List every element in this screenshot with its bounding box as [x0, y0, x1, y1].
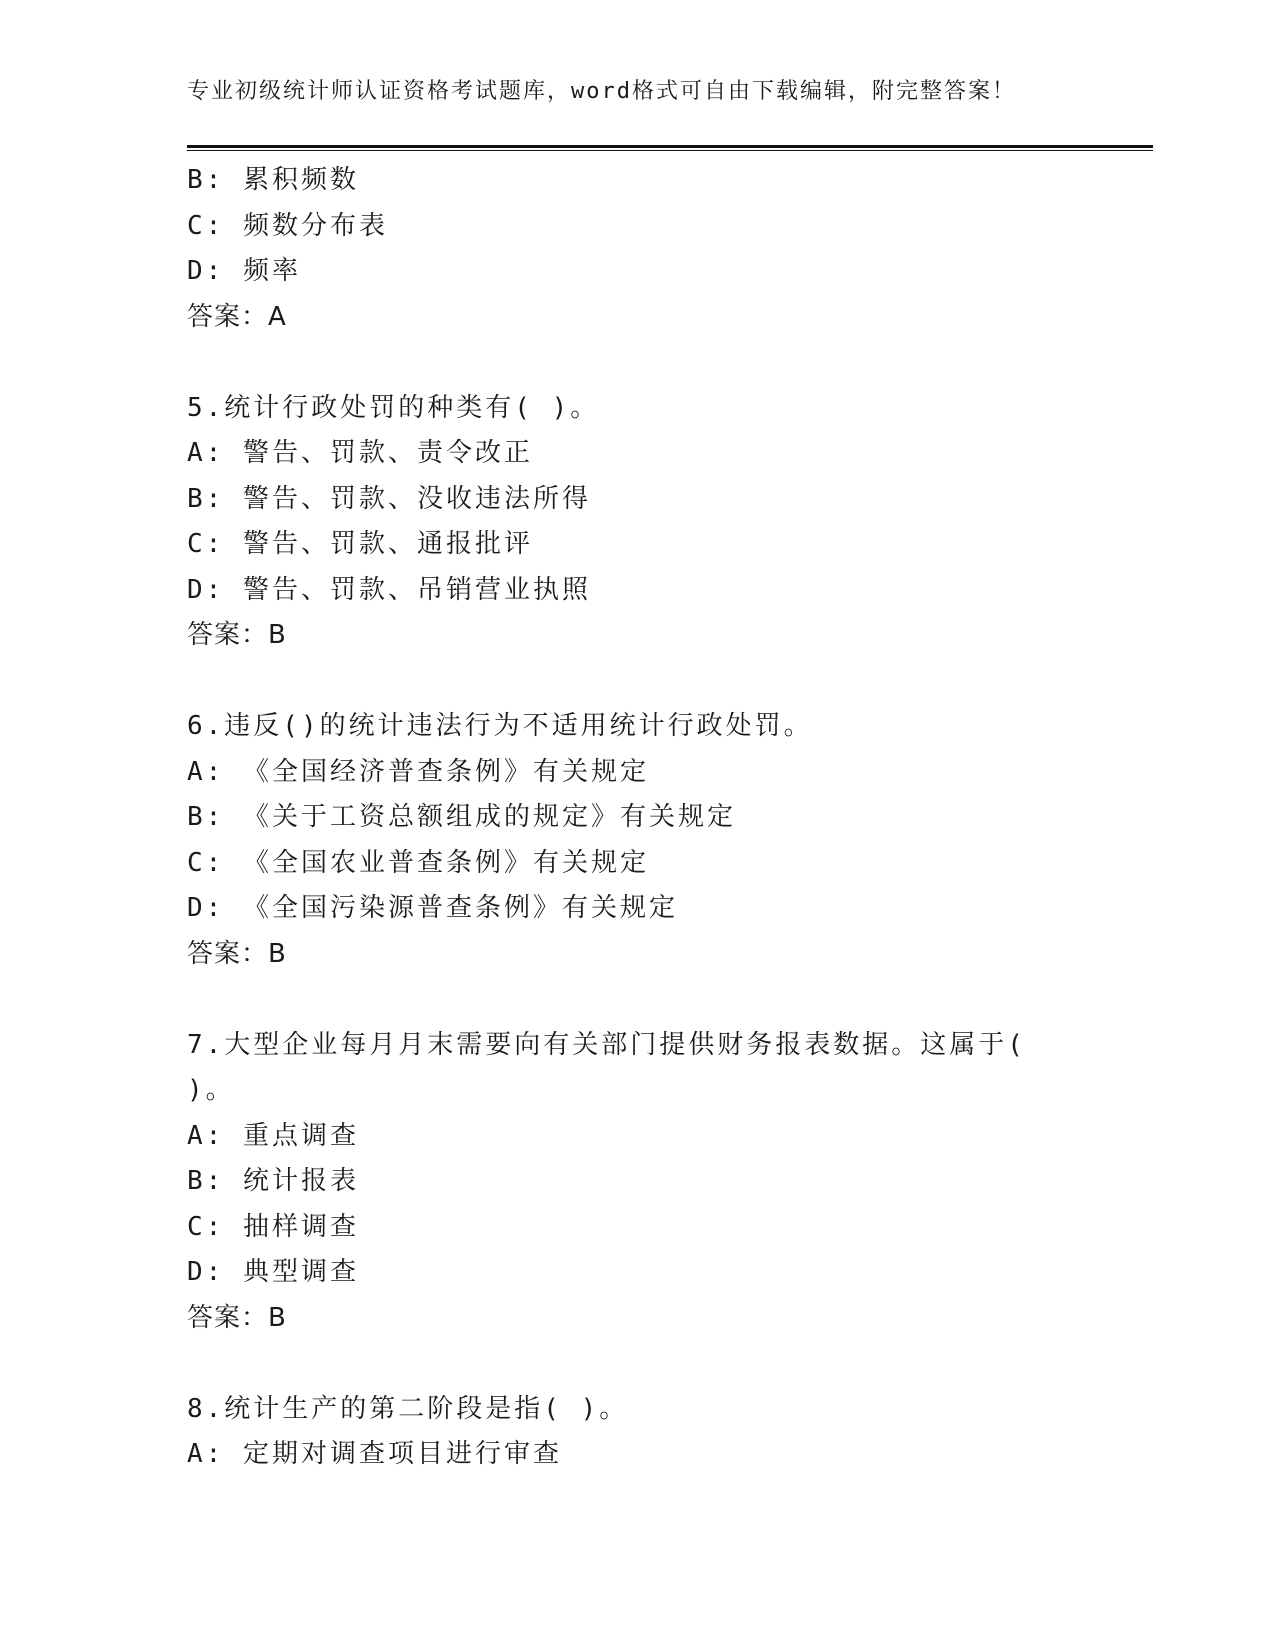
option-a: A: 重点调查 — [187, 1120, 359, 1151]
option-b: B: 警告、罚款、没收违法所得 — [187, 483, 591, 514]
spacer — [187, 977, 1147, 1023]
answer: 答案：B — [187, 1302, 287, 1333]
option-b: B: 统计报表 — [187, 1166, 359, 1196]
option-a: A: 警告、罚款、责令改正 — [187, 438, 533, 468]
answer: 答案：B — [187, 620, 287, 650]
option-b: B: 《关于工资总额组成的规定》有关规定 — [187, 802, 736, 832]
header-rule-thick — [187, 145, 1153, 148]
option-c: C: 《全国农业普查条例》有关规定 — [187, 847, 649, 878]
option-d: D: 频率 — [187, 256, 301, 286]
question-stem: 7.大型企业每月月末需要向有关部门提供财务报表数据。这属于( — [187, 1029, 1026, 1060]
option-d: D: 警告、罚款、吊销营业执照 — [187, 574, 591, 605]
page-header: 专业初级统计师认证资格考试题库，word格式可自由下载编辑，附完整答案！ — [187, 79, 1016, 104]
question-stem: 8.统计生产的第二阶段是指( )。 — [187, 1393, 629, 1424]
question-stem-continued: )。 — [187, 1075, 235, 1105]
option-d: D: 《全国污染源普查条例》有关规定 — [187, 893, 678, 923]
option-a: A: 定期对调查项目进行审查 — [187, 1439, 562, 1469]
question-stem: 5.统计行政处罚的种类有( )。 — [187, 392, 600, 423]
spacer — [187, 659, 1147, 705]
option-b: B: 累积频数 — [187, 165, 359, 195]
answer: 答案：A — [187, 301, 287, 332]
option-c: C: 警告、罚款、通报批评 — [187, 529, 533, 559]
spacer — [187, 1341, 1147, 1387]
spacer — [187, 340, 1147, 386]
header-rule-thin — [187, 150, 1153, 151]
option-c: C: 频数分布表 — [187, 210, 388, 241]
question-content — [187, 158, 1147, 1478]
question-stem: 6.违反()的统计违法行为不适用统计行政处罚。 — [187, 711, 813, 741]
option-c: C: 抽样调查 — [187, 1211, 359, 1242]
answer: 答案：B — [187, 938, 287, 969]
option-d: D: 典型调查 — [187, 1257, 359, 1287]
option-a: A: 《全国经济普查条例》有关规定 — [187, 756, 649, 787]
